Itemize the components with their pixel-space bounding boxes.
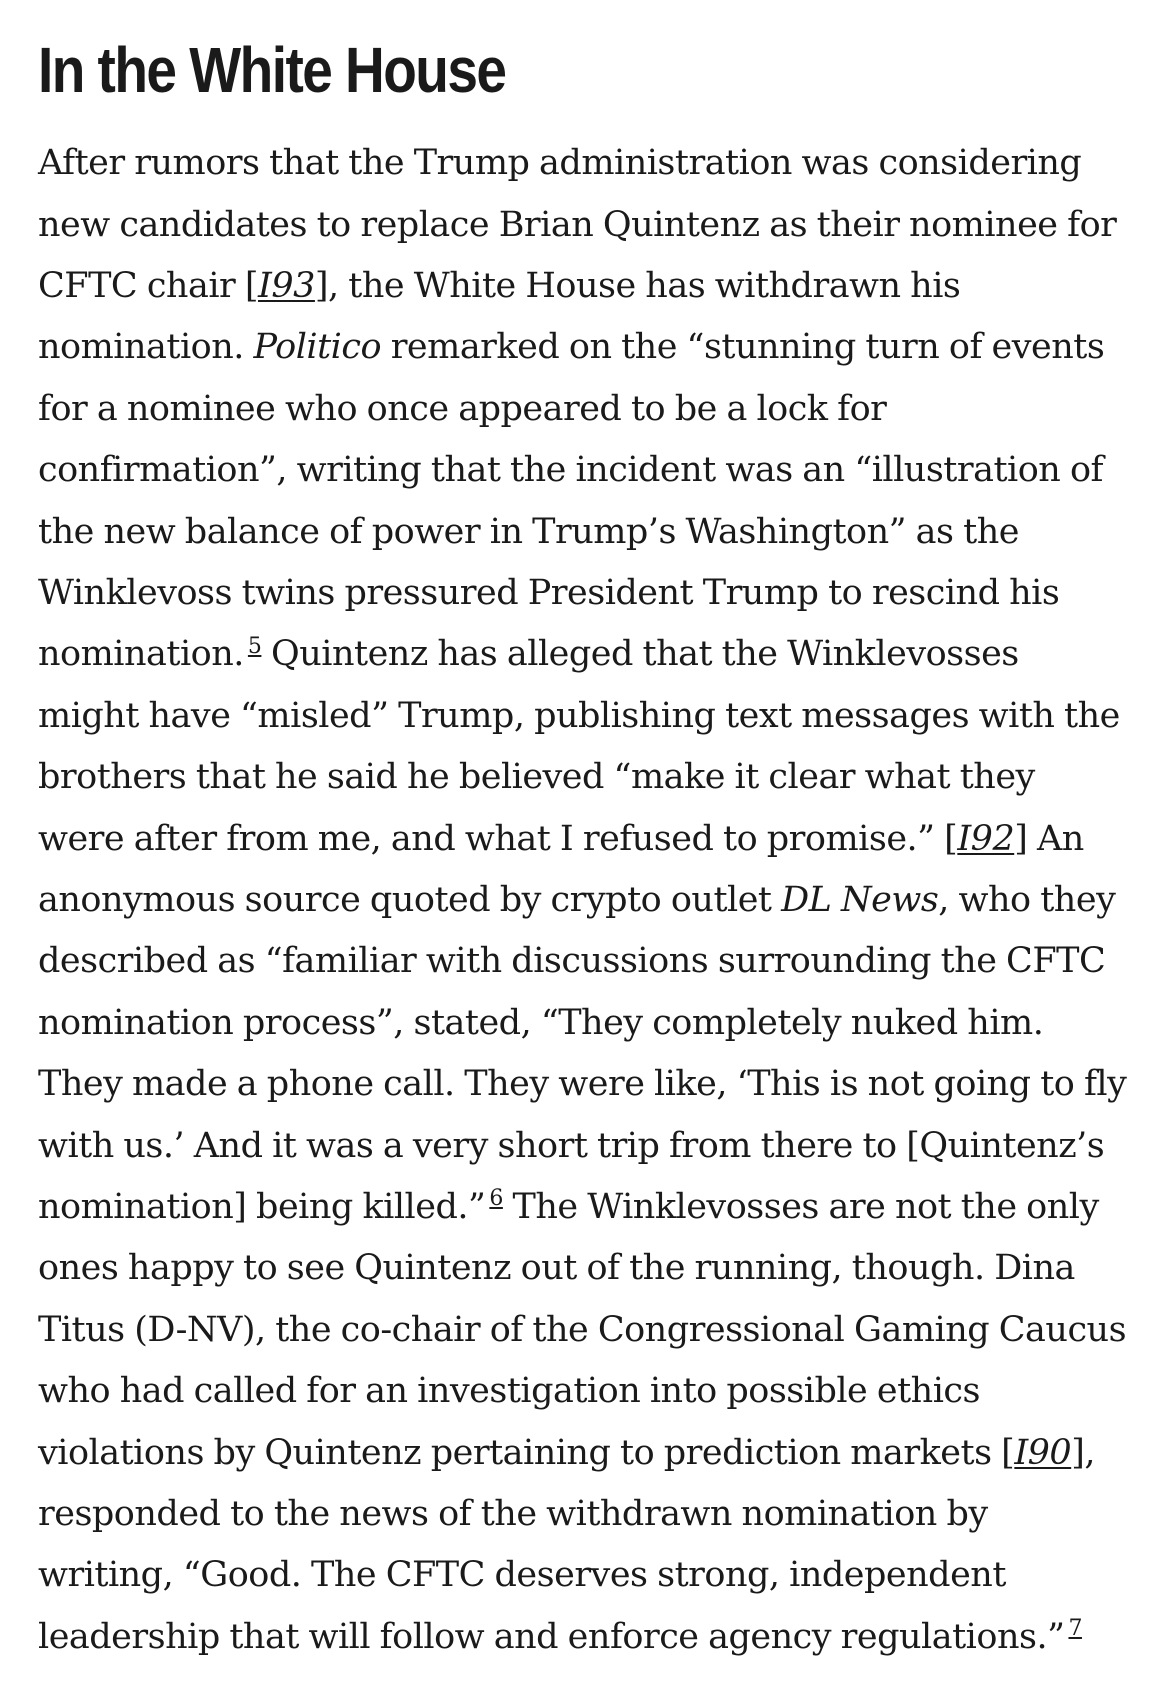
citation-link-i92[interactable]: I92 [957,818,1015,859]
paragraph-text: Quintenz has alleged that the Winklevosses might have “misled” Trump, publishing text messages with the brothers that he said he believed “make it clear what they were after from me, and what I refused to promise.” [ [38,634,1120,859]
paragraph-text: After rumors that the Trump administration was considering new candidates to replace Brian Quintenz as their nominee for CFTC chair [ [38,143,1117,306]
paragraph-text: ] An anonymous source quoted by crypto outlet [38,818,1084,920]
article-paragraph [38,133,1128,1668]
paragraph-text: ], the White House has withdrawn his nomination. [38,265,961,368]
article [38,36,1128,1668]
citation-link-i90[interactable]: I90 [1014,1432,1072,1473]
section-heading: In the White House [38,34,506,106]
paragraph-text: ], responded to the news of the withdrawn nomination by writing, “Good. The CFTC deserves strong, independent leadership that will follow and enforce agency regulations.” [38,1432,1095,1657]
publication-name: Politico [253,327,382,368]
footnote-link-6[interactable]: 6 [489,1186,503,1212]
footnote-link-5[interactable]: 5 [247,633,262,659]
citation-link-i93[interactable]: I93 [258,265,315,306]
paragraph-text: , who they described as “familiar with discussions surrounding the CFTC nomination process”, stated, “They completely nuked him. They made a phone call. They were like, ‘This is not going to fly with us.’ And it was a very short trip from there to [Quintenz’s nomination] being killed.” [38,879,1127,1228]
footnote-link-7[interactable]: 7 [1068,1616,1082,1642]
paragraph-text: The Winklevosses are not the only ones happy to see Quintenz out of the running, though. Dina Titus (D-NV), the co-chair of the Congressional Gaming Caucus who had called for an investigation into possible ethics violations by Quintenz pertaining to prediction markets [ [38,1187,1127,1473]
paragraph-text: remarked on the “stunning turn of events for a nominee who once appeared to be a lock for confirmation”, writing that the incident was an “illustration of the new balance of power in Trump’s Washington” as the Winklevoss twins pressured President Trump to rescind his nomination. [38,327,1105,675]
publication-name: DL News [781,879,939,920]
